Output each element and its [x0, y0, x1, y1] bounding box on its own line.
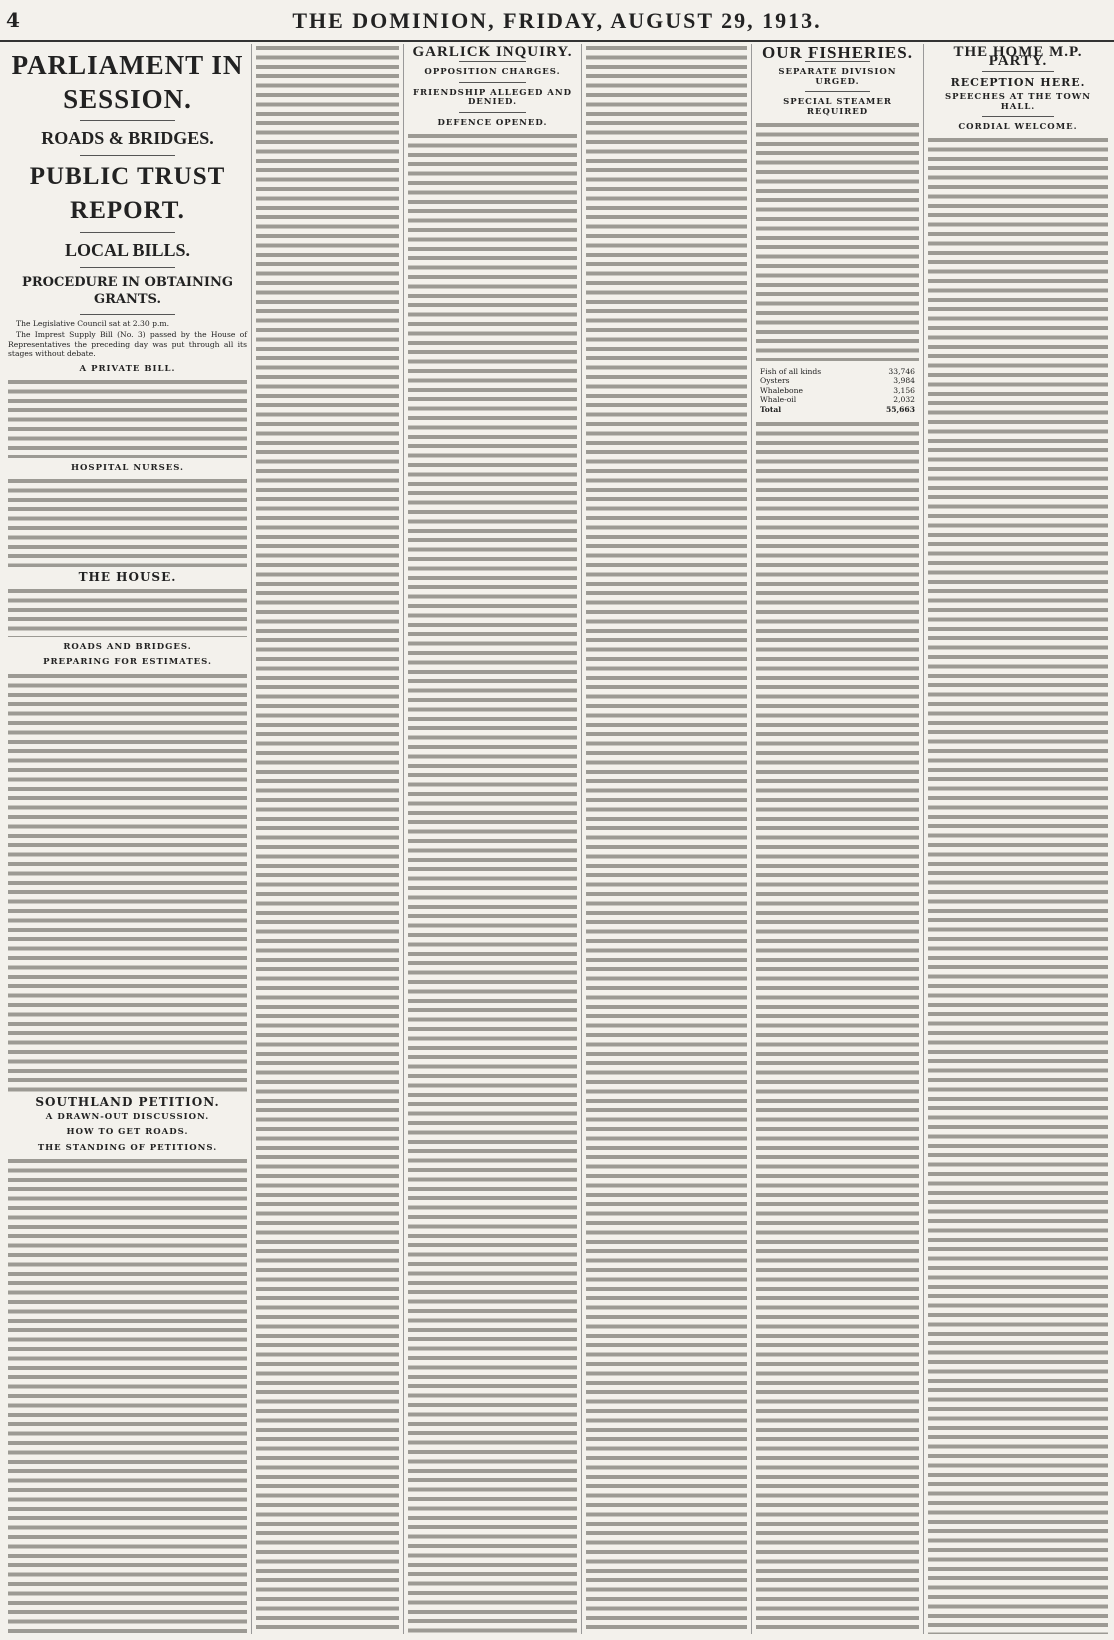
- article-text-block: [8, 378, 247, 458]
- column-1: [4, 44, 252, 1634]
- article-text-block: [756, 420, 919, 1634]
- column-3: [404, 44, 582, 1634]
- masthead: [0, 0, 1114, 42]
- newspaper-title: THE DOMINION, FRIDAY, AUGUST 29, 1913.: [292, 8, 822, 33]
- page-number: 4: [6, 8, 20, 32]
- table-row: Oysters 3,984: [760, 376, 915, 386]
- article-paragraph: The Legislative Council sat at 2.30 p.m.: [16, 319, 170, 328]
- column-5: [752, 44, 924, 1634]
- subhead-the-house: THE HOUSE.: [78, 570, 177, 585]
- subhead-preparing-estimates: PREPARING FOR ESTIMATES.: [43, 657, 212, 668]
- headline-roads: ROADS & BRIDGES.: [41, 128, 214, 148]
- column-4: [582, 44, 752, 1634]
- headline-garlick-inquiry: GARLICK INQUIRY.: [412, 44, 573, 60]
- subhead-reception-here: RECEPTION HERE.: [950, 75, 1086, 89]
- headline-procedure: PROCEDURE IN OBTAINING GRANTS.: [22, 275, 233, 307]
- headline-parliament: PARLIAMENT IN SESSION.: [11, 50, 244, 114]
- subhead-friendship: FRIENDSHIP ALLEGED AND DENIED.: [412, 87, 573, 108]
- subhead-how-to-get-roads: HOW TO GET ROADS.: [66, 1127, 189, 1138]
- headline-home-mp-party: THE HOME M.P. PARTY.: [953, 44, 1083, 70]
- subhead-roads-bridges: ROADS AND BRIDGES.: [63, 641, 192, 652]
- subhead-drawn-out: A DRAWN-OUT DISCUSSION.: [45, 1112, 210, 1123]
- subhead-hospital-nurses: HOSPITAL NURSES.: [71, 463, 184, 474]
- subhead-southland-petition: SOUTHLAND PETITION.: [35, 1094, 220, 1109]
- article-paragraph: The Imprest Supply Bill (No. 3) passed by the House of Representatives the preceding day was put through all its stages without debate.: [8, 330, 247, 359]
- column-2: [252, 44, 404, 1634]
- article-text-block: [8, 477, 247, 567]
- subhead-separate-division: SEPARATE DIVISION URGED.: [778, 67, 897, 87]
- article-text-block: [8, 587, 247, 637]
- fisheries-table: [760, 367, 915, 414]
- article-text-block: [8, 1157, 247, 1634]
- article-text-block: [928, 136, 1108, 1634]
- headline-local-bills: LOCAL BILLS.: [64, 240, 191, 260]
- headline-public-trust: PUBLIC TRUST REPORT.: [29, 163, 226, 224]
- page-columns: [4, 44, 1112, 1634]
- article-text-block: [408, 132, 577, 1634]
- table-row: Whale-oil 2,032: [760, 395, 915, 405]
- subhead-special-steamer: SPECIAL STEAMER REQUIRED: [783, 97, 892, 117]
- table-row: Fish of all kinds 33,746: [760, 367, 915, 377]
- article-text-block: [8, 672, 247, 1092]
- article-text-block: [256, 44, 399, 1634]
- headline-our-fisheries: OUR FISHERIES.: [762, 44, 913, 62]
- subhead-private-bill: A PRIVATE BILL.: [79, 363, 176, 374]
- subhead-speeches-town-hall: SPEECHES AT THE TOWN HALL.: [944, 92, 1092, 112]
- article-text-block: [586, 44, 747, 1634]
- table-row: Total 55,663: [760, 404, 915, 414]
- column-6: [924, 44, 1112, 1634]
- subhead-defence-opened: DEFENCE OPENED.: [437, 117, 548, 128]
- subhead-opposition-charges: OPPOSITION CHARGES.: [424, 67, 561, 78]
- table-row: Whalebone 3,156: [760, 385, 915, 395]
- article-text-block: [756, 121, 919, 361]
- subhead-standing-of-petitions: THE STANDING OF PETITIONS.: [37, 1142, 218, 1153]
- subhead-cordial-welcome: CORDIAL WELCOME.: [958, 122, 1078, 133]
